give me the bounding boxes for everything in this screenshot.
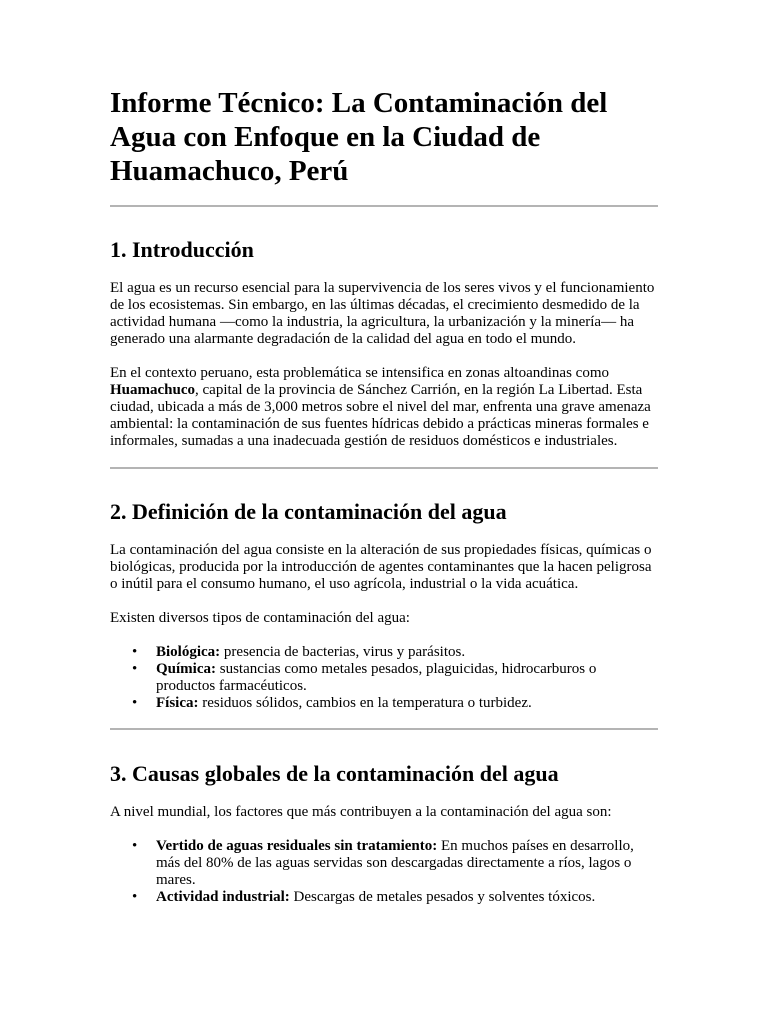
list-item-label: Biológica: (156, 644, 221, 660)
list-item-label: Vertido de aguas residuales sin tratamiento: (156, 838, 438, 854)
list-item (132, 838, 658, 889)
list-item (132, 889, 658, 906)
paragraph (110, 365, 658, 450)
bullet-icon: • (132, 695, 138, 711)
paragraph: La contaminación del agua consiste en la alteración de sus propiedades físicas, químicas o biológicas, producida por la introducción de agentes contaminantes que la hacen peligrosa o inútil para el consumo humano, el uso agrícola, industrial o la vida acuática. (110, 542, 652, 592)
list-item-label: Química: (156, 661, 216, 677)
document-page (110, 86, 658, 906)
list-item-label: Actividad industrial: (156, 889, 290, 905)
bullet-icon: • (132, 838, 138, 854)
section-heading-introduccion: 1. Introducción (110, 237, 254, 262)
list-item (132, 644, 658, 661)
paragraph: A nivel mundial, los factores que más contribuyen a la contaminación del agua son: (110, 804, 612, 820)
list-item-text: Descargas de metales pesados y solventes tóxicos. (289, 889, 596, 905)
section-heading-definicion: 2. Definición de la contaminación del agua (110, 499, 507, 524)
list-item-label: Física: (156, 695, 199, 711)
list-item-text: sustancias como metales pesados, plaguicidas, hidrocarburos o productos farmacéuticos. (156, 661, 597, 694)
bullet-list (110, 644, 658, 712)
bold-term: Huamachuco (110, 382, 196, 398)
list-item-text: presencia de bacterias, virus y parásitos. (220, 644, 466, 660)
bullet-icon: • (132, 661, 138, 677)
document-title: Informe Técnico: La Contaminación del Agua con Enfoque en la Ciudad de Huamachuco, Perú (110, 87, 608, 187)
list-item-text: En muchos países en desarrollo, más del 80% de las aguas servidas son descargadas directamente a ríos, lagos o mares. (156, 838, 634, 888)
list-item (132, 695, 658, 712)
paragraph-text: En el contexto peruano, esta problemática se intensifica en zonas altoandinas como (110, 365, 609, 381)
bullet-list (110, 838, 658, 906)
section-heading-causas: 3. Causas globales de la contaminación del agua (110, 761, 559, 786)
list-item-text: residuos sólidos, cambios en la temperatura o turbidez. (198, 695, 532, 711)
bullet-icon: • (132, 889, 138, 905)
paragraph-text: , capital de la provincia de Sánchez Carrión, en la región La Libertad. Esta ciudad, ubicada a más de 3,000 metros sobre el nivel del mar, enfrenta una grave amenaza ambiental: la contaminación de sus fuentes hídricas debido a prácticas mineras formales e informales, sumadas a una inadecuada gestión de residuos domésticos e industriales. (110, 382, 651, 449)
paragraph: El agua es un recurso esencial para la supervivencia de los seres vivos y el funcionamiento de los ecosistemas. Sin embargo, en las últimas décadas, el crecimiento desmedido de la actividad humana —como la industria, la agricultura, la urbanización y la minería— ha generado una alarmante degradación de la calidad del agua en todo el mundo. (110, 280, 655, 347)
bullet-icon: • (132, 644, 138, 660)
paragraph: Existen diversos tipos de contaminación del agua: (110, 610, 410, 626)
list-item (132, 661, 658, 695)
